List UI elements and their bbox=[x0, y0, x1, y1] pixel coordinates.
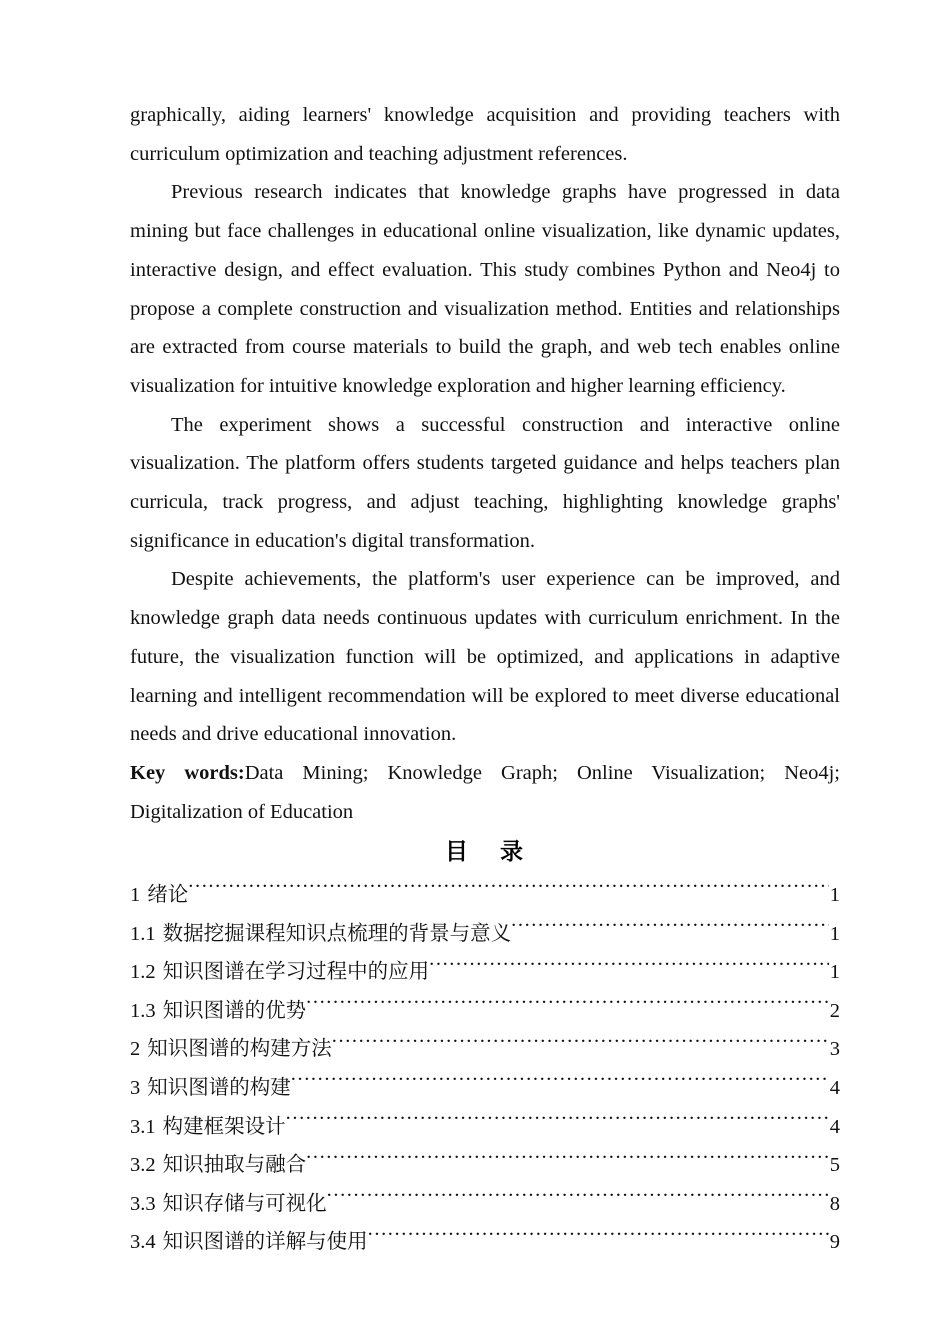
toc-entry-number: 3.2 bbox=[130, 1154, 156, 1177]
toc-entry-label: 数据挖掘课程知识点梳理的背景与意义 bbox=[162, 922, 512, 945]
toc-entry-label: 知识抽取与融合 bbox=[162, 1154, 307, 1177]
toc-entry-label: 知识图谱的优势 bbox=[162, 999, 307, 1022]
toc-entry[interactable] bbox=[130, 1108, 840, 1147]
abstract-paragraph-3: The experiment shows a successful construction and interactive online visualization. The platform offers students targeted guidance and helps teachers plan curricula, track progress, and adjust teaching, highlighting knowledge graphs' significance in education's digital transformation. bbox=[130, 413, 840, 552]
toc-entry-label: 知识图谱的构建 bbox=[147, 1077, 291, 1100]
toc-entry-page: 4 bbox=[829, 1115, 840, 1138]
toc-entry[interactable] bbox=[130, 1069, 840, 1108]
toc-entry-page: 1 bbox=[829, 922, 840, 945]
keywords-line bbox=[130, 754, 840, 831]
toc-dot-leader bbox=[429, 958, 829, 979]
toc-entry-page: 3 bbox=[829, 1038, 840, 1061]
toc-dot-leader bbox=[291, 1074, 829, 1095]
toc-dot-leader bbox=[286, 1112, 829, 1133]
toc-entry[interactable] bbox=[130, 1185, 840, 1224]
toc-dot-leader bbox=[368, 1228, 829, 1249]
toc-entry-page: 4 bbox=[829, 1077, 840, 1100]
keywords-label: Key words: bbox=[130, 761, 245, 784]
toc-dot-leader bbox=[511, 919, 829, 940]
toc-entry-number: 1.3 bbox=[130, 999, 156, 1022]
abstract-paragraph-4: Despite achievements, the platform's user experience can be improved, and knowledge graph data needs continuous updates with curriculum enrichment. In the future, the visualization function will be optimized, and applications in adaptive learning and intelligent recommendation will be explored to meet diverse educational needs and drive educational innovation. bbox=[130, 568, 840, 746]
toc-entry-number: 1.2 bbox=[130, 961, 156, 984]
toc-dot-leader bbox=[306, 1151, 829, 1172]
toc-entry-number: 3.1 bbox=[130, 1115, 156, 1138]
toc-entry-page: 2 bbox=[829, 999, 840, 1022]
toc-dot-leader bbox=[332, 1035, 829, 1056]
toc-entry[interactable] bbox=[130, 953, 840, 992]
toc-entry-number: 1.1 bbox=[130, 922, 156, 945]
toc-dot-leader bbox=[327, 1189, 829, 1210]
table-of-contents-title bbox=[130, 831, 840, 872]
toc-dot-leader bbox=[188, 881, 829, 902]
toc-entry-number: 1 bbox=[130, 884, 141, 907]
keywords-value: Data Mining; Knowledge Graph; Online Visualization; Neo4j; Digitalization of Education bbox=[130, 761, 841, 823]
toc-entry-number: 2 bbox=[130, 1038, 141, 1061]
toc-entry[interactable] bbox=[130, 992, 840, 1031]
abstract-paragraph-2: Previous research indicates that knowledge graphs have progressed in data mining but face challenges in educational online visualization, like dynamic updates, interactive design, and effect evaluation. This study combines Python and Neo4j to propose a complete construction and visualization method. Entities and relationships are extracted from course materials to build the graph, and web tech enables online visualization for intuitive knowledge exploration and higher learning efficiency. bbox=[130, 181, 840, 397]
toc-entry-page: 1 bbox=[829, 961, 840, 984]
toc-entry[interactable] bbox=[130, 1030, 840, 1069]
table-of-contents-list bbox=[130, 876, 840, 1262]
toc-entry-label: 知识图谱在学习过程中的应用 bbox=[162, 961, 430, 984]
toc-entry-page: 9 bbox=[829, 1231, 840, 1254]
toc-entry[interactable] bbox=[130, 1223, 840, 1262]
toc-entry[interactable] bbox=[130, 915, 840, 954]
toc-entry-page: 8 bbox=[829, 1192, 840, 1215]
toc-entry-number: 3 bbox=[130, 1077, 141, 1100]
toc-entry-label: 知识存储与可视化 bbox=[162, 1192, 327, 1215]
toc-title-char-left: 目 bbox=[445, 839, 470, 865]
toc-entry[interactable] bbox=[130, 1146, 840, 1185]
toc-title-char-right: 录 bbox=[500, 839, 525, 865]
toc-entry-page: 5 bbox=[829, 1154, 840, 1177]
abstract-paragraph-1: graphically, aiding learners' knowledge acquisition and providing teachers with curriculum optimization and teaching adjustment references. bbox=[130, 104, 840, 165]
toc-entry-label: 知识图谱的构建方法 bbox=[147, 1038, 332, 1061]
toc-entry-number: 3.3 bbox=[130, 1192, 156, 1215]
toc-entry-page: 1 bbox=[829, 884, 840, 907]
toc-entry[interactable] bbox=[130, 876, 840, 915]
toc-dot-leader bbox=[306, 996, 829, 1017]
toc-entry-label: 知识图谱的详解与使用 bbox=[162, 1231, 368, 1254]
toc-entry-label: 绪论 bbox=[147, 884, 189, 907]
toc-entry-label: 构建框架设计 bbox=[162, 1115, 286, 1138]
toc-entry-number: 3.4 bbox=[130, 1231, 156, 1254]
